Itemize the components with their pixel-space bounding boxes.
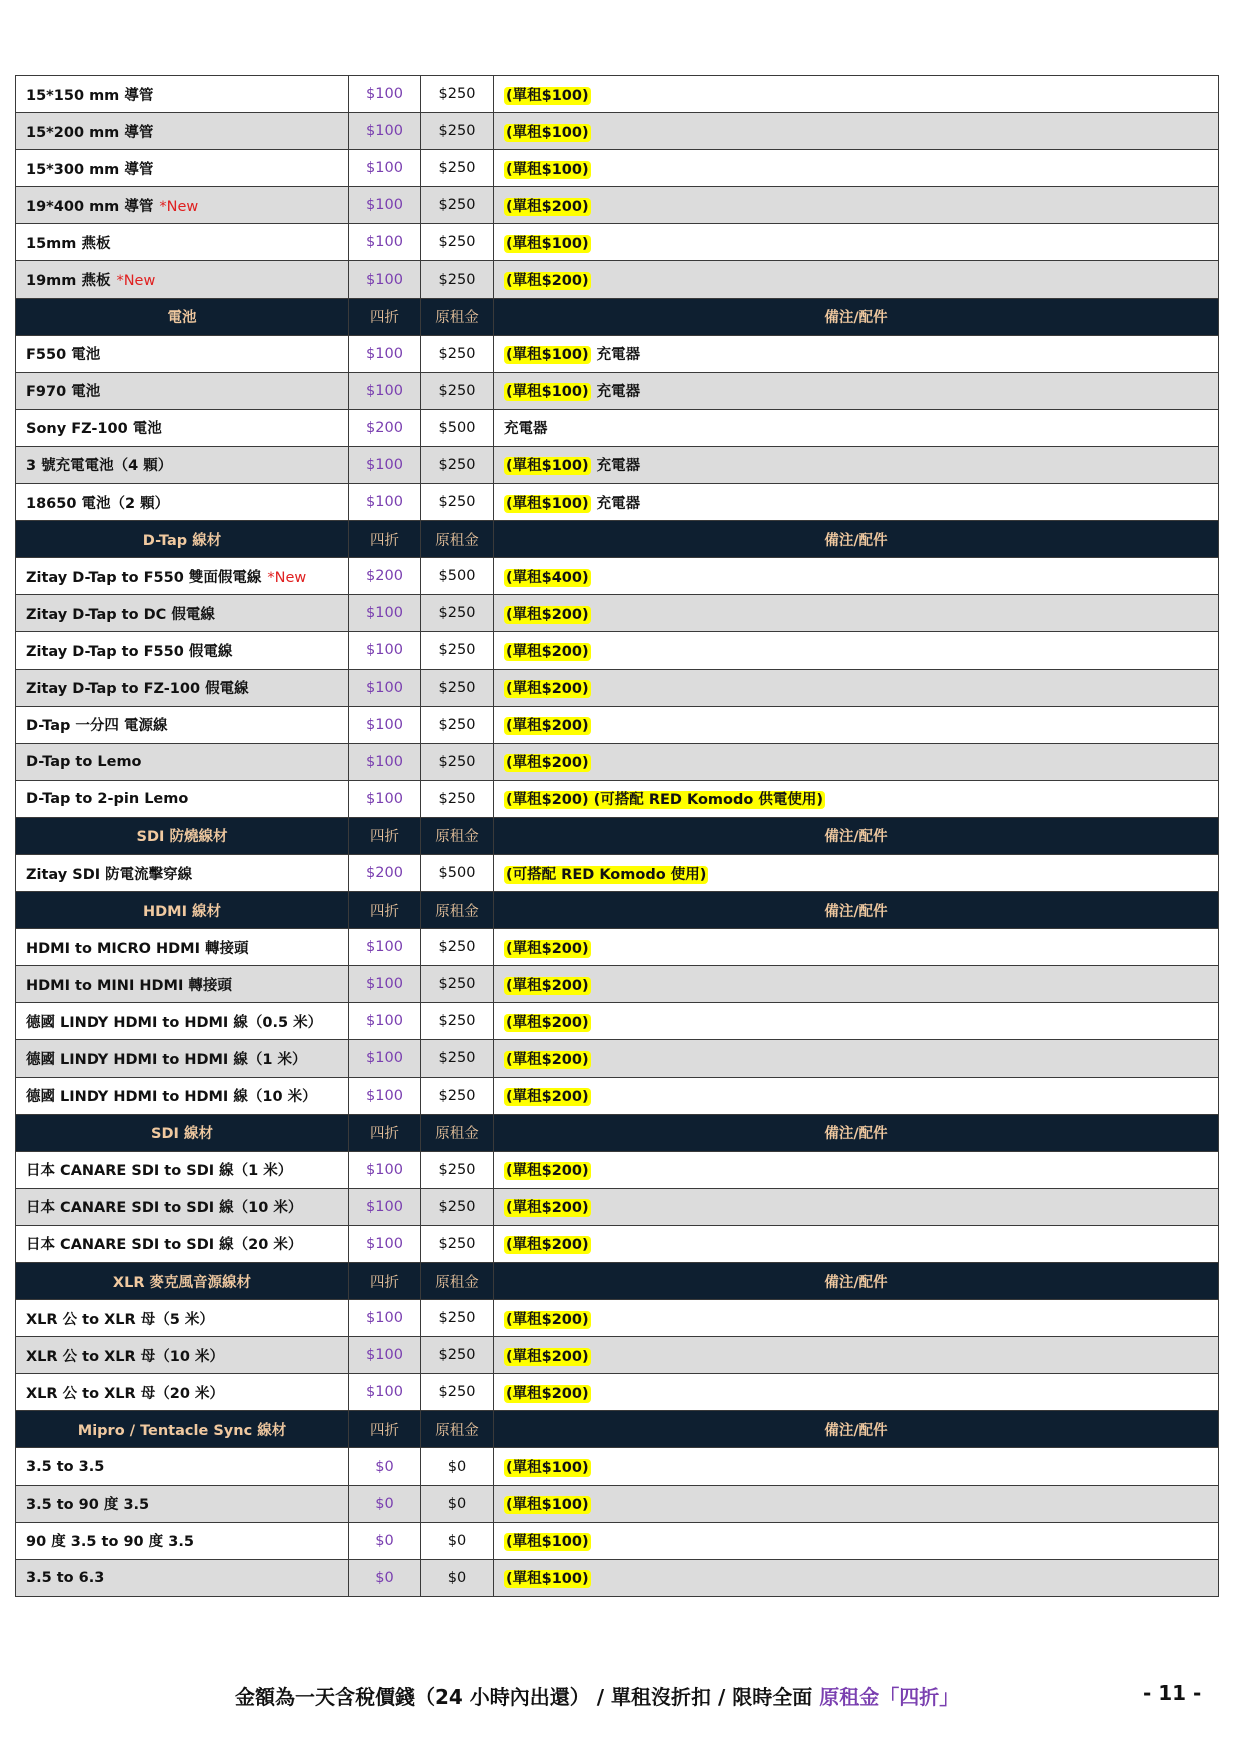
rental-note-highlight: (單租$200): [506, 977, 589, 994]
notes-cell: [494, 1300, 1219, 1337]
table-row: [16, 1485, 1219, 1522]
rental-note-highlight: (單租$100): [506, 87, 589, 104]
original-price: $250: [421, 595, 494, 632]
notes-column-header: 備注/配件: [494, 1114, 1219, 1151]
original-price: $0: [421, 1522, 494, 1559]
original-price: $250: [421, 1151, 494, 1188]
original-price: $250: [421, 966, 494, 1003]
price-table-body: [16, 76, 1219, 1597]
discount-price: $100: [349, 1077, 421, 1114]
notes-cell: [494, 595, 1219, 632]
original-price: $250: [421, 780, 494, 817]
discount-price: $100: [349, 1225, 421, 1262]
section-header-row: [16, 817, 1219, 854]
discount-price: $200: [349, 854, 421, 891]
notes-cell: [494, 335, 1219, 372]
discount-column-header: 四折: [349, 817, 421, 854]
rental-note-highlight: (單租$200): [506, 1163, 589, 1180]
original-price-column-header: 原租金: [421, 1114, 494, 1151]
item-name: 19*400 mm 導管: [26, 198, 154, 215]
discount-price: $100: [349, 780, 421, 817]
original-price: $250: [421, 1337, 494, 1374]
table-row: [16, 1300, 1219, 1337]
accessory-note: 充電器: [596, 384, 641, 401]
section-title: SDI 防燒線材: [16, 817, 349, 854]
notes-cell: [494, 409, 1219, 446]
notes-cell: [494, 113, 1219, 150]
original-price: $250: [421, 335, 494, 372]
original-price-column-header: 原租金: [421, 892, 494, 929]
item-name-cell: [16, 558, 349, 595]
item-name-cell: [16, 1151, 349, 1188]
section-title: SDI 線材: [16, 1114, 349, 1151]
item-name: Zitay D-Tap to DC 假電線: [26, 606, 215, 623]
rental-note-highlight: (單租$100): [506, 347, 589, 364]
new-tag: *New: [159, 198, 199, 215]
rental-note-highlight: (單租$200): [506, 1089, 589, 1106]
discount-price: $100: [349, 966, 421, 1003]
table-row: [16, 484, 1219, 521]
rental-note-highlight: (單租$200): [506, 606, 589, 623]
discount-price: $200: [349, 558, 421, 595]
table-row: [16, 113, 1219, 150]
table-row: [16, 446, 1219, 483]
notes-cell: [494, 1448, 1219, 1485]
original-price: $500: [421, 854, 494, 891]
table-row: [16, 780, 1219, 817]
item-name: XLR 公 to XLR 母（10 米）: [26, 1348, 224, 1365]
original-price-column-header: 原租金: [421, 521, 494, 558]
original-price: $0: [421, 1448, 494, 1485]
table-row: [16, 632, 1219, 669]
notes-cell: [494, 669, 1219, 706]
section-header-row: [16, 298, 1219, 335]
original-price: $250: [421, 669, 494, 706]
notes-column-header: 備注/配件: [494, 1263, 1219, 1300]
table-row: [16, 224, 1219, 261]
item-name-cell: [16, 1374, 349, 1411]
rental-note-highlight: (單租$100): [506, 495, 589, 512]
rental-note-highlight: (單租$100): [506, 161, 589, 178]
item-name: 3 號充電電池（4 顆）: [26, 458, 173, 475]
discount-column-header: 四折: [349, 521, 421, 558]
notes-column-header: 備注/配件: [494, 521, 1219, 558]
rental-note-highlight: (單租$200): [506, 198, 589, 215]
table-row: [16, 1225, 1219, 1262]
discount-price: $100: [349, 1040, 421, 1077]
item-name-cell: [16, 261, 349, 298]
discount-column-header: 四折: [349, 1263, 421, 1300]
page-footer: [0, 1681, 1240, 1711]
item-name: 日本 CANARE SDI to SDI 線（10 米）: [26, 1200, 303, 1217]
new-tag: *New: [116, 273, 156, 290]
notes-cell: [494, 187, 1219, 224]
item-name-cell: [16, 1040, 349, 1077]
table-row: [16, 595, 1219, 632]
item-name: 15*300 mm 導管: [26, 161, 154, 178]
original-price: $250: [421, 1225, 494, 1262]
discount-price: $100: [349, 929, 421, 966]
item-name: HDMI to MICRO HDMI 轉接頭: [26, 940, 249, 957]
rental-note-highlight: (單租$200): [506, 1385, 589, 1402]
item-name: XLR 公 to XLR 母（5 米）: [26, 1311, 214, 1328]
discount-price: $100: [349, 669, 421, 706]
item-name: 3.5 to 3.5: [26, 1458, 105, 1475]
rental-note-highlight: (單租$100): [506, 1534, 589, 1551]
discount-column-header: 四折: [349, 892, 421, 929]
table-row: [16, 1337, 1219, 1374]
rental-note-highlight: (單租$200): [506, 1200, 589, 1217]
item-name-cell: [16, 484, 349, 521]
item-name: D-Tap to Lemo: [26, 753, 142, 770]
item-name-cell: [16, 1559, 349, 1596]
original-price-column-header: 原租金: [421, 817, 494, 854]
discount-price: $100: [349, 595, 421, 632]
section-title: D-Tap 線材: [16, 521, 349, 558]
item-name-cell: [16, 76, 349, 113]
section-title: Mipro / Tentacle Sync 線材: [16, 1411, 349, 1448]
accessory-note: 充電器: [504, 421, 548, 438]
discount-price: $100: [349, 484, 421, 521]
table-row: [16, 1522, 1219, 1559]
item-name-cell: [16, 632, 349, 669]
notes-cell: [494, 558, 1219, 595]
footer-discount-highlight: 原租金「四折」: [819, 1685, 960, 1709]
item-name-cell: [16, 150, 349, 187]
rental-note-highlight: (單租$200): [506, 1348, 589, 1365]
discount-price: $100: [349, 1003, 421, 1040]
table-row: [16, 150, 1219, 187]
discount-price: $100: [349, 335, 421, 372]
table-row: [16, 1448, 1219, 1485]
item-name: Zitay D-Tap to FZ-100 假電線: [26, 681, 249, 698]
original-price: $250: [421, 187, 494, 224]
item-name: D-Tap 一分四 電源線: [26, 718, 168, 735]
original-price: $250: [421, 1003, 494, 1040]
item-name-cell: [16, 446, 349, 483]
discount-column-header: 四折: [349, 298, 421, 335]
original-price: $250: [421, 150, 494, 187]
item-name-cell: [16, 1522, 349, 1559]
table-row: [16, 1188, 1219, 1225]
discount-price: $0: [349, 1522, 421, 1559]
rental-note-highlight: (單租$200): [506, 681, 589, 698]
rental-note-highlight: (單租$200): [506, 1051, 589, 1068]
table-row: [16, 854, 1219, 891]
original-price: $250: [421, 1040, 494, 1077]
rental-note-highlight: (單租$200): [506, 718, 589, 735]
item-name: 19mm 燕板: [26, 273, 111, 290]
notes-cell: [494, 484, 1219, 521]
original-price: $250: [421, 743, 494, 780]
table-row: [16, 706, 1219, 743]
section-header-row: [16, 521, 1219, 558]
item-name: 日本 CANARE SDI to SDI 線（1 米）: [26, 1163, 293, 1180]
item-name-cell: [16, 1077, 349, 1114]
item-name-cell: [16, 372, 349, 409]
notes-cell: [494, 1522, 1219, 1559]
rental-note-highlight: (單租$100): [506, 458, 589, 475]
item-name-cell: [16, 966, 349, 1003]
section-header-row: [16, 1411, 1219, 1448]
discount-price: $100: [349, 1151, 421, 1188]
discount-price: $0: [349, 1448, 421, 1485]
original-price-column-header: 原租金: [421, 1263, 494, 1300]
table-row: [16, 1151, 1219, 1188]
table-row: [16, 966, 1219, 1003]
discount-price: $0: [349, 1485, 421, 1522]
table-row: [16, 669, 1219, 706]
original-price: $250: [421, 446, 494, 483]
item-name-cell: [16, 409, 349, 446]
discount-price: $0: [349, 1559, 421, 1596]
rental-note-highlight: (單租$100): [506, 124, 589, 141]
item-name-cell: [16, 929, 349, 966]
discount-price: $100: [349, 446, 421, 483]
discount-price: $100: [349, 224, 421, 261]
original-price-column-header: 原租金: [421, 298, 494, 335]
item-name-cell: [16, 1485, 349, 1522]
item-name: Sony FZ-100 電池: [26, 421, 162, 438]
notes-cell: [494, 1151, 1219, 1188]
footer-note-text: 金額為一天含稅價錢（24 小時內出還） / 單租沒折扣 / 限時全面: [235, 1685, 813, 1709]
original-price: $0: [421, 1485, 494, 1522]
discount-price: $100: [349, 743, 421, 780]
accessory-note: 充電器: [596, 458, 641, 475]
item-name-cell: [16, 1188, 349, 1225]
section-header-row: [16, 892, 1219, 929]
new-tag: *New: [267, 569, 307, 586]
item-name: Zitay D-Tap to F550 雙面假電線: [26, 569, 262, 586]
notes-cell: [494, 929, 1219, 966]
table-row: [16, 372, 1219, 409]
item-name: 90 度 3.5 to 90 度 3.5: [26, 1534, 194, 1551]
notes-cell: [494, 1337, 1219, 1374]
table-row: [16, 1077, 1219, 1114]
table-row: [16, 1040, 1219, 1077]
notes-cell: [494, 372, 1219, 409]
page-number: - 11 -: [1143, 1681, 1202, 1705]
section-title: HDMI 線材: [16, 892, 349, 929]
notes-cell: [494, 966, 1219, 1003]
item-name-cell: [16, 780, 349, 817]
item-name: F550 電池: [26, 347, 101, 364]
original-price: $0: [421, 1559, 494, 1596]
discount-price: $100: [349, 261, 421, 298]
item-name-cell: [16, 669, 349, 706]
discount-price: $100: [349, 187, 421, 224]
rental-note-highlight: (單租$200): [506, 1311, 589, 1328]
item-name: XLR 公 to XLR 母（20 米）: [26, 1385, 224, 1402]
original-price: $250: [421, 1374, 494, 1411]
notes-cell: [494, 261, 1219, 298]
section-header-row: [16, 1263, 1219, 1300]
discount-price: $100: [349, 113, 421, 150]
accessory-note: 充電器: [596, 347, 641, 364]
original-price: $250: [421, 632, 494, 669]
discount-price: $100: [349, 76, 421, 113]
discount-column-header: 四折: [349, 1114, 421, 1151]
item-name: 15*150 mm 導管: [26, 87, 154, 104]
original-price: $250: [421, 372, 494, 409]
table-row: [16, 187, 1219, 224]
table-row: [16, 743, 1219, 780]
item-name: HDMI to MINI HDMI 轉接頭: [26, 977, 232, 994]
item-name: 18650 電池（2 顆）: [26, 495, 170, 512]
price-table: [15, 75, 1219, 1597]
discount-price: $100: [349, 372, 421, 409]
rental-note-highlight: (單租$400): [506, 569, 589, 586]
notes-column-header: 備注/配件: [494, 892, 1219, 929]
table-row: [16, 1374, 1219, 1411]
original-price: $250: [421, 224, 494, 261]
original-price: $500: [421, 409, 494, 446]
original-price-column-header: 原租金: [421, 1411, 494, 1448]
notes-cell: [494, 1077, 1219, 1114]
original-price: $250: [421, 113, 494, 150]
section-title: 電池: [16, 298, 349, 335]
notes-cell: [494, 446, 1219, 483]
notes-cell: [494, 706, 1219, 743]
item-name: 德國 LINDY HDMI to HDMI 線（0.5 米）: [26, 1014, 323, 1031]
table-row: [16, 76, 1219, 113]
original-price: $250: [421, 76, 494, 113]
rental-note-highlight: (可搭配 RED Komodo 使用): [506, 866, 707, 883]
notes-cell: [494, 1485, 1219, 1522]
rental-note-highlight: (單租$200): [506, 940, 589, 957]
item-name: 德國 LINDY HDMI to HDMI 線（10 米）: [26, 1089, 317, 1106]
original-price: $250: [421, 1077, 494, 1114]
item-name: D-Tap to 2-pin Lemo: [26, 790, 189, 807]
discount-price: $100: [349, 1300, 421, 1337]
original-price: $250: [421, 1188, 494, 1225]
item-name-cell: [16, 224, 349, 261]
original-price: $250: [421, 261, 494, 298]
notes-cell: [494, 743, 1219, 780]
table-row: [16, 558, 1219, 595]
original-price: $500: [421, 558, 494, 595]
notes-cell: [494, 854, 1219, 891]
notes-cell: [494, 150, 1219, 187]
table-row: [16, 929, 1219, 966]
item-name: 3.5 to 90 度 3.5: [26, 1497, 150, 1514]
rental-note-highlight: (單租$200): [506, 273, 589, 290]
discount-price: $100: [349, 706, 421, 743]
item-name-cell: [16, 335, 349, 372]
item-name: Zitay SDI 防電流擊穿線: [26, 866, 193, 883]
notes-column-header: 備注/配件: [494, 817, 1219, 854]
notes-column-header: 備注/配件: [494, 1411, 1219, 1448]
rental-note-highlight: (單租$100): [506, 1460, 589, 1477]
rental-note-highlight: (單租$100): [506, 1497, 589, 1514]
item-name-cell: [16, 1225, 349, 1262]
item-name-cell: [16, 854, 349, 891]
item-name: 日本 CANARE SDI to SDI 線（20 米）: [26, 1237, 303, 1254]
discount-price: $100: [349, 150, 421, 187]
original-price: $250: [421, 1300, 494, 1337]
notes-cell: [494, 76, 1219, 113]
notes-cell: [494, 632, 1219, 669]
table-row: [16, 335, 1219, 372]
section-title: XLR 麥克風音源線材: [16, 1263, 349, 1300]
rental-note-highlight: (單租$200) (可搭配 RED Komodo 供電使用): [506, 792, 824, 809]
item-name: 3.5 to 6.3: [26, 1569, 105, 1586]
notes-cell: [494, 1003, 1219, 1040]
notes-cell: [494, 1374, 1219, 1411]
original-price: $250: [421, 706, 494, 743]
rental-note-highlight: (單租$100): [506, 384, 589, 401]
rental-note-highlight: (單租$200): [506, 1014, 589, 1031]
item-name-cell: [16, 113, 349, 150]
rental-note-highlight: (單租$200): [506, 1237, 589, 1254]
section-header-row: [16, 1114, 1219, 1151]
item-name-cell: [16, 1448, 349, 1485]
discount-column-header: 四折: [349, 1411, 421, 1448]
accessory-note: 充電器: [596, 495, 641, 512]
item-name: 德國 LINDY HDMI to HDMI 線（1 米）: [26, 1051, 307, 1068]
notes-cell: [494, 1040, 1219, 1077]
notes-cell: [494, 1225, 1219, 1262]
item-name-cell: [16, 595, 349, 632]
rental-note-highlight: (單租$200): [506, 643, 589, 660]
table-row: [16, 1003, 1219, 1040]
notes-cell: [494, 780, 1219, 817]
discount-price: $100: [349, 1337, 421, 1374]
item-name-cell: [16, 1003, 349, 1040]
original-price: $250: [421, 929, 494, 966]
item-name: 15*200 mm 導管: [26, 124, 154, 141]
item-name-cell: [16, 1300, 349, 1337]
item-name-cell: [16, 743, 349, 780]
notes-cell: [494, 1559, 1219, 1596]
item-name: F970 電池: [26, 384, 101, 401]
discount-price: $200: [349, 409, 421, 446]
item-name-cell: [16, 706, 349, 743]
notes-cell: [494, 1188, 1219, 1225]
original-price: $250: [421, 484, 494, 521]
footer-note: [235, 1681, 959, 1710]
item-name: 15mm 燕板: [26, 235, 111, 252]
rental-note-highlight: (單租$200): [506, 755, 589, 772]
rental-note-highlight: (單租$100): [506, 235, 589, 252]
discount-price: $100: [349, 1188, 421, 1225]
item-name-cell: [16, 187, 349, 224]
rental-note-highlight: (單租$100): [506, 1571, 589, 1588]
table-row: [16, 1559, 1219, 1596]
item-name-cell: [16, 1337, 349, 1374]
notes-cell: [494, 224, 1219, 261]
item-name: Zitay D-Tap to F550 假電線: [26, 643, 233, 660]
notes-column-header: 備注/配件: [494, 298, 1219, 335]
discount-price: $100: [349, 1374, 421, 1411]
table-row: [16, 261, 1219, 298]
discount-price: $100: [349, 632, 421, 669]
table-row: [16, 409, 1219, 446]
